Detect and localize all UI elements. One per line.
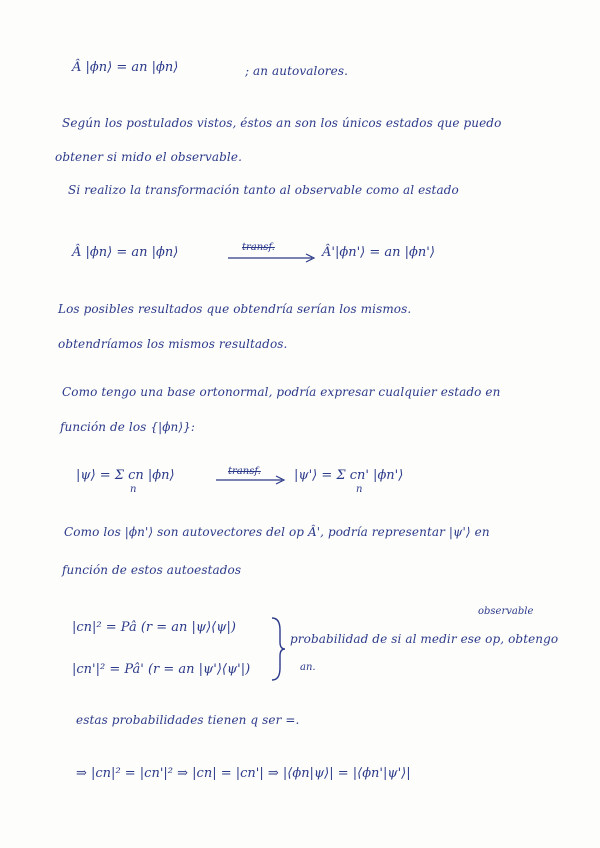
text-line-autovectores: Como los |ϕn'⟩ son autovectores del op Â', podría representar |ψ'⟩ en: [64, 525, 490, 539]
brace-icon: [268, 616, 288, 682]
eigenvalue-note: ; an autovalores.: [245, 64, 348, 78]
text-line-same-results: Los posibles resultados que obtendría serían los mismos.: [58, 302, 412, 316]
text-line-function-of: función de los {|ϕn⟩}:: [60, 420, 196, 434]
text-line-observable: obtener si mido el observable.: [55, 150, 242, 164]
sum-index-right: n: [356, 484, 363, 495]
brace-note-an: an.: [300, 662, 316, 673]
transform-arrow-icon: [226, 252, 320, 264]
final-equality: ⇒ |cn|² = |cn'|² ⇒ |cn| = |cn'| ⇒ |⟨ϕn|ψ⟩| = |⟨ϕn'|ψ'⟩|: [76, 766, 411, 781]
text-line-equal-probabilities: estas probabilidades tienen q ser =.: [76, 713, 300, 727]
state-expansion-right: |ψ'⟩ = Σ cn' |ϕn'⟩: [294, 468, 404, 483]
probability-cn: |cn|² = Pâ (r = an |ψ⟩⟨ψ|): [72, 620, 236, 635]
text-line-autoestados: función de estos autoestados: [62, 563, 242, 577]
text-line-orthonormal-basis: Como tengo una base ortonormal, podría expresar cualquier estado en: [62, 385, 501, 399]
probability-cn-prime: |cn'|² = Pâ' (r = an |ψ'⟩⟨ψ'|): [72, 662, 251, 677]
sum-index-left: n: [130, 484, 137, 495]
text-line-transformation: Si realizo la transformación tanto al observable como al estado: [68, 183, 459, 197]
transform-equation-right: Â'|ϕn'⟩ = an |ϕn'⟩: [322, 245, 435, 260]
text-line-obtain-results: obtendríamos los mismos resultados.: [58, 337, 288, 351]
transform-equation-left: Â |ϕn⟩ = an |ϕn⟩: [72, 245, 179, 260]
text-line-postulates: Según los postulados vistos, éstos an son los únicos estados que puedo: [62, 116, 502, 130]
state-arrow-icon: [214, 474, 290, 486]
state-arrow-label: transf.: [228, 466, 261, 477]
eigenvalue-equation: Â |ϕn⟩ = an |ϕn⟩: [72, 60, 179, 75]
brace-note-probability: probabilidad de si al medir ese op, obtengo: [290, 632, 559, 646]
state-expansion-left: |ψ⟩ = Σ cn |ϕn⟩: [76, 468, 175, 483]
transform-arrow-label: transf.: [242, 242, 275, 253]
brace-note-observable: observable: [478, 606, 534, 617]
